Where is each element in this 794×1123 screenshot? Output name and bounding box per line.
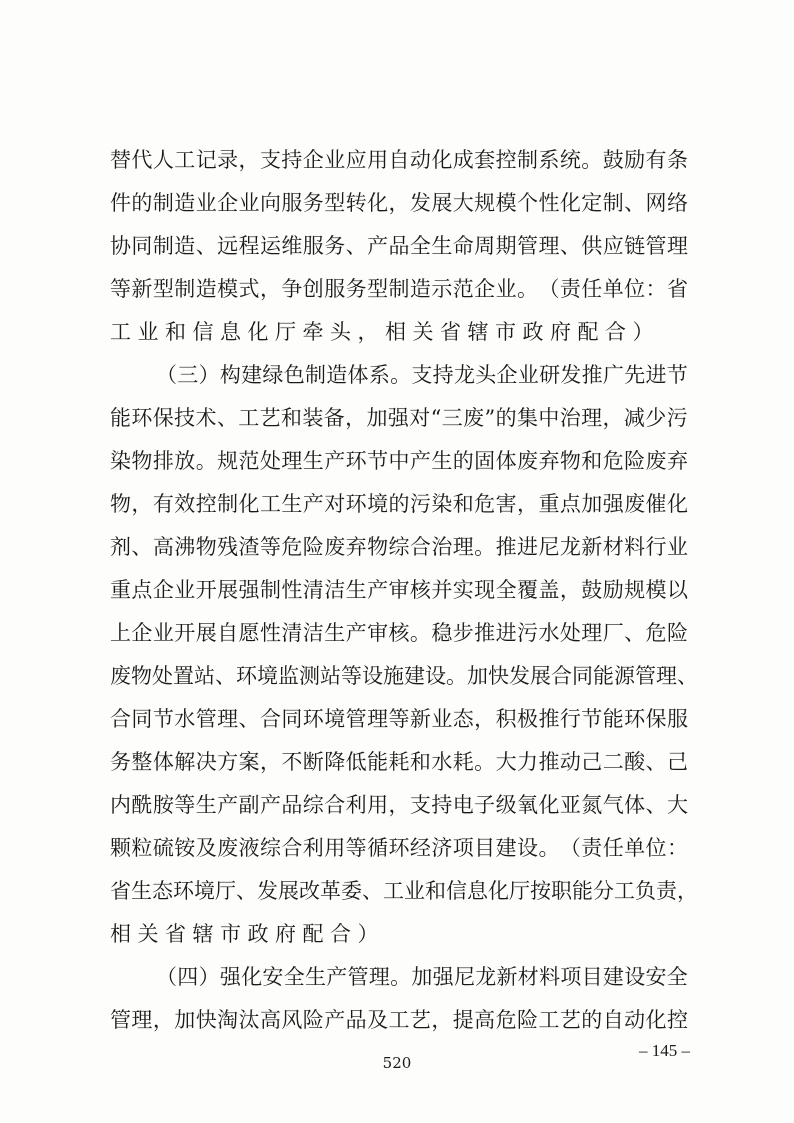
body-text-line: 染 物 排 放 。 规 范 处 理 生 产 环 节 中 产 生 的 固 体 废 弃 物 和 危 险 废 弃 xyxy=(110,449,688,473)
body-text-line: 协 同 制 造 、 远 程 运 维 服 务 、 产 品 全 生 命 周 期 管 理 、 供 应 链 管 理 xyxy=(110,234,688,258)
body-text-line: 工业和信息化厅牵头，相关省辖市政府配合） xyxy=(110,320,660,344)
body-text-line: 颗 粒 硫 铵 及 废 液 综 合 利 用 等 循 环 经 济 项 目 建 设 。 （ 责 任 单 位 ： xyxy=(110,836,688,860)
body-text-line: 等 新 型 制 造 模 式 ， 争 创 服 务 型 制 造 示 范 企 业 。 （ 责 任 单 位 ： 省 xyxy=(110,277,688,301)
body-text-line: 合 同 节 水 管 理 、 合 同 环 境 管 理 等 新 业 态 ， 积 极 推 行 节 能 环 保 服 xyxy=(110,707,688,731)
page-number-center: 520 xyxy=(382,1054,412,1072)
body-text-line: 物 ， 有 效 控 制 化 工 生 产 对 环 境 的 污 染 和 危 害 ， 重 点 加 强 废 催 化 xyxy=(110,492,688,516)
section-heading-line: （ 四 ） 强 化 安 全 生 产 管 理 。 加 强 尼 龙 新 材 料 项 目 建 设 安 全 xyxy=(156,965,688,989)
body-text-line: 上 企 业 开 展 自 愿 性 清 洁 生 产 审 核 。 稳 步 推 进 污 水 处 理 厂 、 危 险 xyxy=(110,621,688,645)
section-heading-line: （ 三 ） 构 建 绿 色 制 造 体 系 。 支 持 龙 头 企 业 研 发 推 广 先 进 节 xyxy=(156,363,688,387)
body-text-line: 管 理 ， 加 快 淘 汰 高 风 险 产 品 及 工 艺 ， 提 高 危 险 工 艺 的 自 动 化 控 xyxy=(110,1008,688,1032)
body-text-line: 省 生 态 环 境 厅 、 发 展 改 革 委 、 工 业 和 信 息 化 厅 按 职 能 分 工 负 责 ， xyxy=(110,879,698,903)
body-text-line: 内 酰 胺 等 生 产 副 产 品 综 合 利 用 ， 支 持 电 子 级 氧 化 亚 氮 气 体 、 大 xyxy=(110,793,688,817)
body-text-line: 相关省辖市政府配合） xyxy=(110,922,385,946)
body-text-line: 剂 、 高 沸 物 残 渣 等 危 险 废 弃 物 综 合 治 理 。 推 进 尼 龙 新 材 料 行 业 xyxy=(110,535,688,559)
body-text-line: 务 整 体 解 决 方 案 ， 不 断 降 低 能 耗 和 水 耗 。 大 力 推 动 己 二 酸 、 己 xyxy=(110,750,688,774)
body-text-line: 重 点 企 业 开 展 强 制 性 清 洁 生 产 审 核 并 实 现 全 覆 盖 ， 鼓 励 规 模 以 xyxy=(110,578,688,602)
body-text-line: 件 的 制 造 业 企 业 向 服 务 型 转 化 ， 发 展 大 规 模 个 性 化 定 制 、 网 络 xyxy=(110,191,688,215)
body-text-line: 能 环 保 技 术 、 工 艺 和 装 备 ， 加 强 对 “ 三 废 ” 的 集 中 治 理 ， 减 少 污 xyxy=(110,406,688,430)
body-text-line: 废 物 处 置 站 、 环 境 监 测 站 等 设 施 建 设 。 加 快 发 展 合 同 能 源 管 理 、 xyxy=(110,664,698,688)
page-number-right: – 145 – xyxy=(639,1041,690,1060)
body-text-line: 替 代 人 工 记 录 ， 支 持 企 业 应 用 自 动 化 成 套 控 制 系 统 。 鼓 励 有 条 xyxy=(110,148,688,172)
